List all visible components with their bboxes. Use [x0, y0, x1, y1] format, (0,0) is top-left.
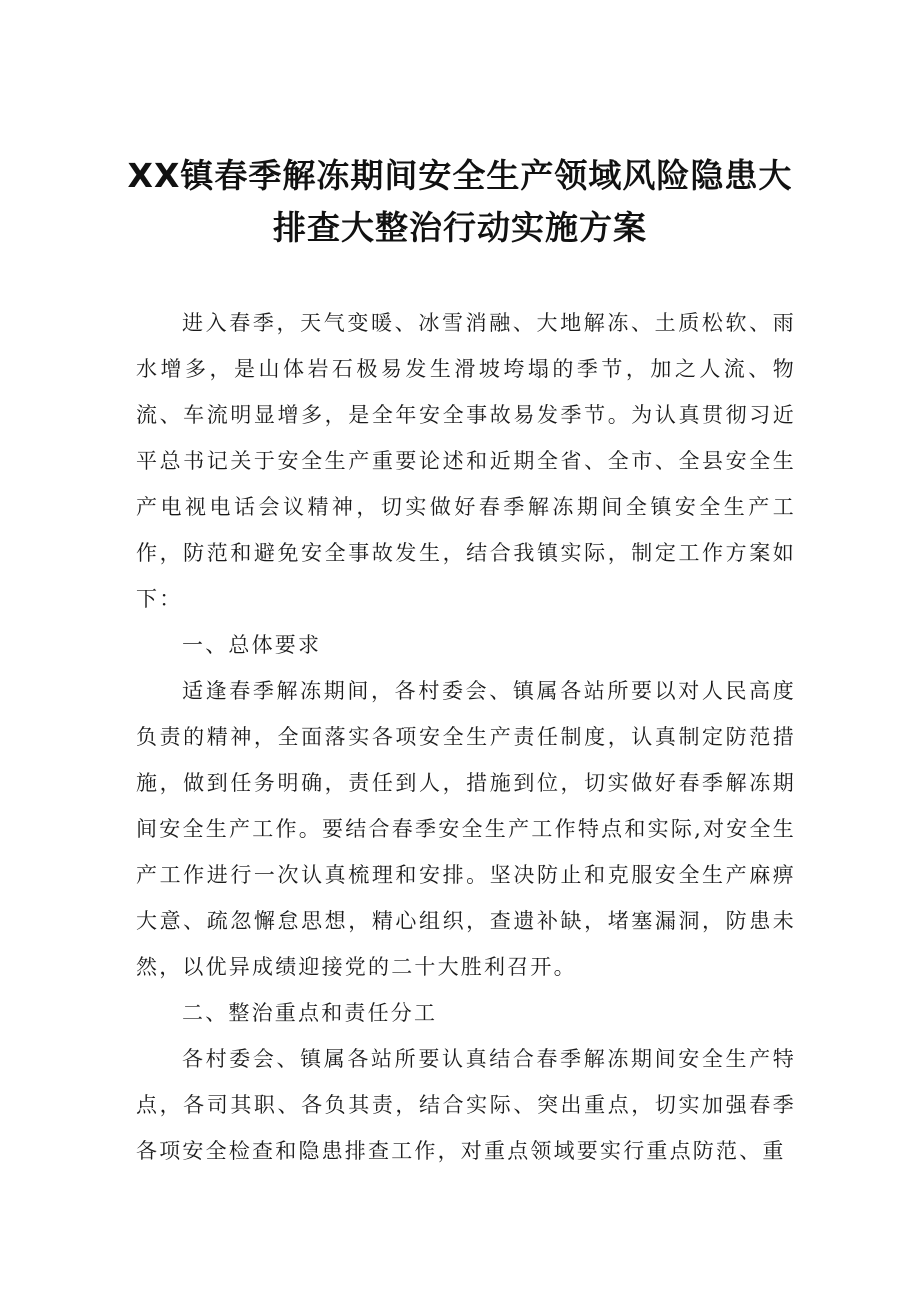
intro-paragraph: 进入春季，天气变暖、冰雪消融、大地解冻、土质松软、雨水增多，是山体岩石极易发生滑坡垮塌的季节，加之人流、物流、车流明显增多，是全年安全事故易发季节。为认真贯彻习近平总书记关于安全生产重要论述和近期全省、全市、全县安全生产电视电话会议精神，切实做好春季解冻期间全镇安全生产工作，防范和避免安全事故发生，结合我镇实际，制定工作方案如下： [136, 311, 796, 611]
title-line-1: XX镇春季解冻期间安全生产领域风险隐患大 [127, 156, 793, 195]
document-title [120, 150, 800, 254]
document-body [136, 300, 796, 1174]
section-heading-general-requirements: 一、总体要求 [182, 633, 322, 657]
section-heading-key-areas: 二、整治重点和责任分工 [182, 1001, 438, 1025]
section-general-requirements-paragraph: 适逢春季解冻期间，各村委会、镇属各站所要以对人民高度负责的精神，全面落实各项安全生产责任制度，认真制定防范措施，做到任务明确，责任到人，措施到位，切实做好春季解冻期间安全生产工作。要结合春季安全生产工作特点和实际,对安全生产工作进行一次认真梳理和安排。坚决防止和克服安全生产麻痹大意、疏忽懈怠思想，精心组织，查遗补缺，堵塞漏洞，防患未然，以优异成绩迎接党的二十大胜利召开。 [136, 679, 796, 979]
section-key-areas-paragraph: 各村委会、镇属各站所要认真结合春季解冻期间安全生产特点，各司其职、各负其责，结合实际、突出重点，切实加强春季各项安全检查和隐患排查工作，对重点领域要实行重点防范、重 [136, 1047, 796, 1163]
title-line-2: 排查大整治行动实施方案 [273, 208, 647, 247]
